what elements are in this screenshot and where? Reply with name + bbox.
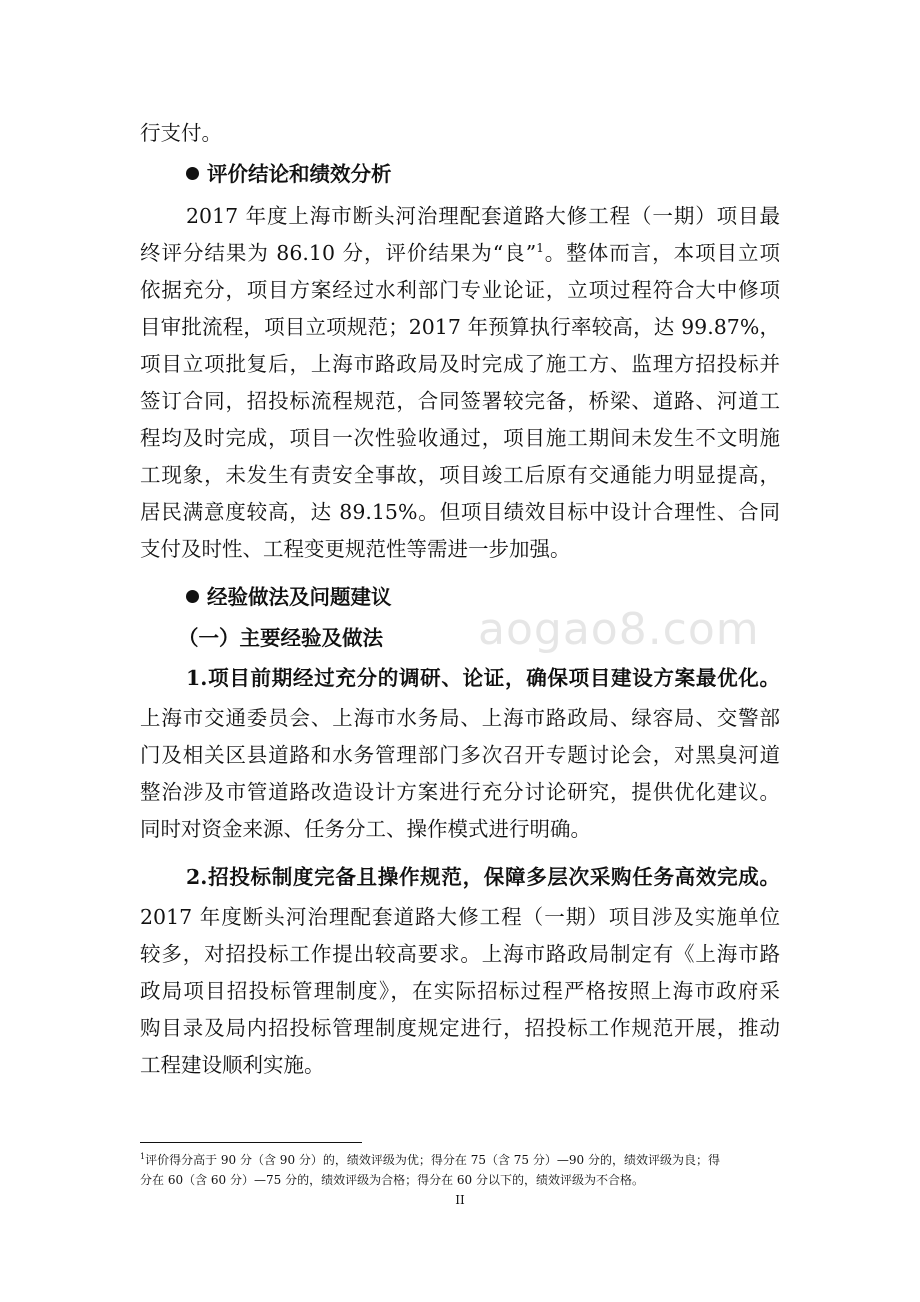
body-text: 。整体而言，本项目立项 bbox=[543, 241, 780, 265]
section-heading-evaluation bbox=[186, 158, 392, 190]
body-text: 终评分结果为 86.10 分，评价结果为“良” bbox=[140, 241, 537, 265]
item-title: 1.项目前期经过充分的调研、论证，确保项目建设方案最优化。 bbox=[186, 666, 780, 690]
bullet-icon bbox=[186, 590, 199, 603]
body-line: 2017 年度断头河治理配套道路大修工程（一期）项目涉及实施单位 bbox=[140, 905, 780, 929]
body-line: 政局项目招投标管理制度》，在实际招标过程严格按照上海市政府采 bbox=[140, 979, 780, 1003]
body-line: 目审批流程，项目立项规范；2017 年预算执行率较高，达 99.87%， bbox=[140, 315, 780, 339]
footnote-marker: 1 bbox=[140, 1152, 146, 1161]
body-line: 签订合同，招投标流程规范，合同签署较完备，桥梁、道路、河道工 bbox=[140, 389, 780, 413]
bullet-icon bbox=[186, 167, 199, 180]
section-heading-text: 经验做法及问题建议 bbox=[207, 585, 392, 609]
footnote-separator bbox=[140, 1142, 362, 1143]
footnote-text: 评价得分高于 90 分（含 90 分）的，绩效评级为优；得分在 75（含 75 分）—90 分的，绩效评级为良；得 bbox=[145, 1153, 720, 1167]
body-line: 行支付。 bbox=[140, 121, 222, 145]
body-line: 整治涉及市管道路改造设计方案进行充分讨论研究，提供优化建议。 bbox=[140, 780, 780, 804]
body-line: 同时对资金来源、任务分工、操作模式进行明确。 bbox=[140, 817, 591, 841]
body-line: 工现象，未发生有责安全事故，项目竣工后原有交通能力明显提高， bbox=[140, 463, 780, 487]
body-line: 工程建设顺利实施。 bbox=[140, 1053, 325, 1077]
section-heading-experience bbox=[186, 581, 392, 613]
footnote-line bbox=[140, 1150, 780, 1170]
page-number: II bbox=[455, 1193, 465, 1207]
body-line: 支付及时性、工程变更规范性等需进一步加强。 bbox=[140, 537, 571, 561]
body-line: 购目录及局内招投标管理制度规定进行，招投标工作规范开展，推动 bbox=[140, 1016, 780, 1040]
body-line: 依据充分，项目方案经过水利部门专业论证，立项过程符合大中修项 bbox=[140, 278, 780, 302]
body-line: 程均及时完成，项目一次性验收通过，项目施工期间未发生不文明施 bbox=[140, 426, 780, 450]
footnote-reference[interactable]: 1 bbox=[536, 241, 544, 256]
body-line: 居民满意度较高，达 89.15%。但项目绩效目标中设计合理性、合同 bbox=[140, 500, 780, 524]
item-title: 2.招投标制度完备且操作规范，保障多层次采购任务高效完成。 bbox=[186, 865, 780, 889]
watermark: aogao8.com bbox=[478, 604, 760, 655]
footnote-line: 分在 60（含 60 分）—75 分的，绩效评级为合格；得分在 60 分以下的，绩效评级为不合格。 bbox=[140, 1173, 644, 1187]
body-line: 上海市交通委员会、上海市水务局、上海市路政局、绿容局、交警部 bbox=[140, 706, 780, 730]
sub-heading: （一）主要经验及做法 bbox=[178, 626, 383, 650]
section-heading-text: 评价结论和绩效分析 bbox=[207, 162, 392, 186]
body-line: 门及相关区县道路和水务管理部门多次召开专题讨论会，对黑臭河道 bbox=[140, 743, 780, 767]
body-line bbox=[140, 237, 780, 269]
body-line: 较多，对招投标工作提出较高要求。上海市路政局制定有《上海市路 bbox=[140, 942, 780, 966]
body-line: 2017 年度上海市断头河治理配套道路大修工程（一期）项目最 bbox=[186, 204, 780, 228]
body-line: 项目立项批复后，上海市路政局及时完成了施工方、监理方招投标并 bbox=[140, 352, 780, 376]
